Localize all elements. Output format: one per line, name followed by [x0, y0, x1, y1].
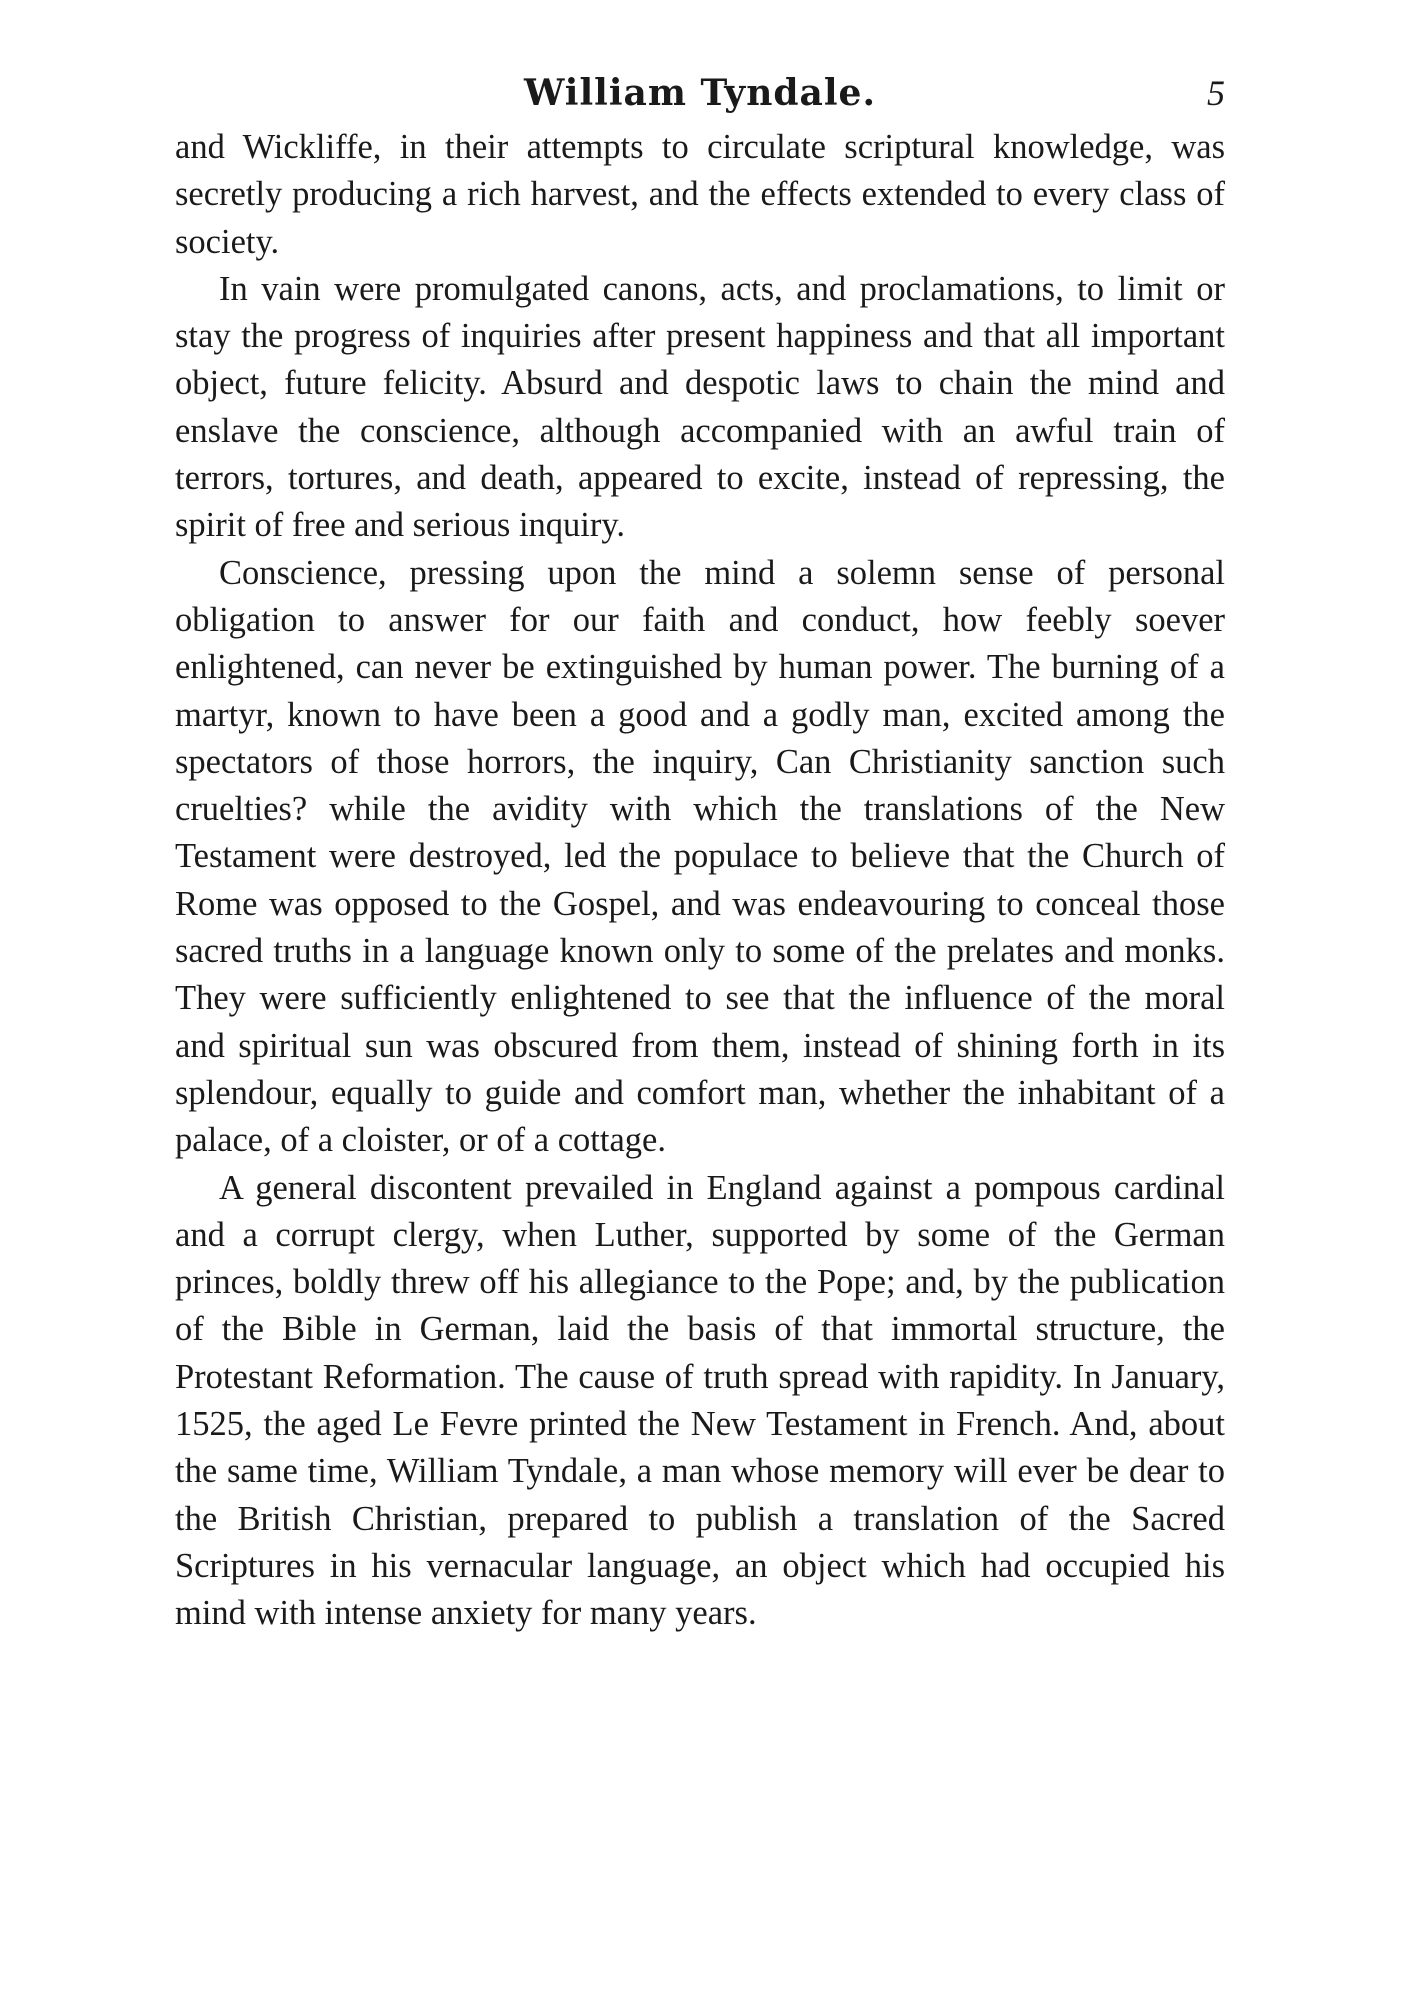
paragraph: A general discontent prevailed in England against a pompous cardinal and a corrupt clergy, when Luther, supported by some of the German princes, boldly threw off his allegiance to the Pope; and, by the publication of the Bible in German, laid the basis of that immortal structure, the Protestant Reformation. The cause of truth spread with rapidity. In January, 1525, the aged Le Fevre printed the New Testament in French. And, about the same time, William Tyndale, a man whose memory will ever be dear to the British Christian, prepared to publish a translation of the Sacred Scriptures in his vernacular language, an object which had occupied his mind with intense anxiety for many years.	[175, 1168, 1225, 1633]
paragraph: Conscience, pressing upon the mind a solemn sense of personal obligation to answer for our faith and conduct, how feebly soever enlightened, can never be extinguished by human power. The burning of a martyr, known to have been a good and a godly man, excited among the spectators of those horrors, the inquiry, Can Christianity sanction such cruelties? while the avidity with which the translations of the New Testament were destroyed, led the populace to believe that the Church of Rome was opposed to the Gospel, and was endeavouring to conceal those sacred truths in a language known only to some of the prelates and monks. They were sufficiently enlightened to see that the influence of the moral and spiritual sun was obscured from them, instead of shining forth in its splendour, equally to guide and comfort man, whether the inhabitant of a palace, of a cloister, or of a cottage.	[175, 553, 1225, 1160]
running-head	[175, 72, 1225, 128]
paragraph: In vain were promulgated canons, acts, and proclamations, to limit or stay the progress of inquiries after present happiness and that all important object, future felicity. Absurd and despotic laws to chain the mind and enslave the conscience, although accompanied with an awful train of terrors, tortures, and death, appeared to excite, instead of repressing, the spirit of free and serious inquiry.	[175, 269, 1225, 545]
page-number: 5	[1207, 73, 1225, 113]
paragraph-continuation: and Wickliffe, in their attempts to circulate scriptural knowledge, was secretly producing a rich harvest, and the effects extended to every class of society.	[175, 128, 1225, 261]
running-title: William Tyndale.	[524, 72, 876, 114]
body-text	[175, 124, 1225, 1638]
